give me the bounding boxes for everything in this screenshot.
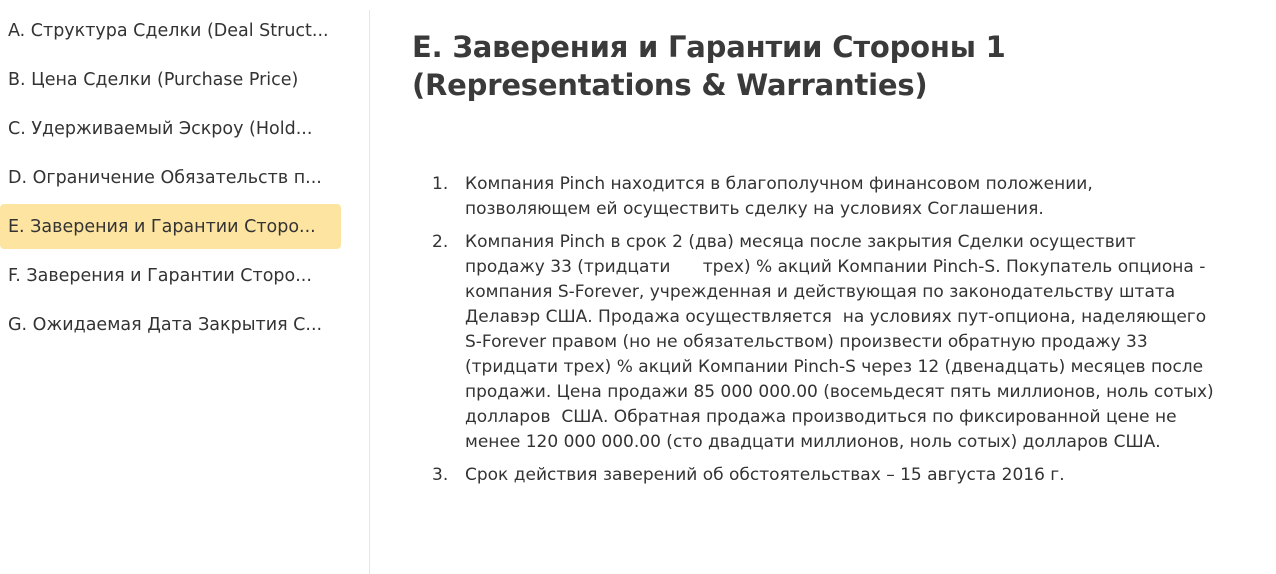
clause-list — [412, 172, 1252, 488]
sidebar-item-label: B. Цена Сделки (Purchase Price) — [8, 69, 299, 90]
list-item-text: Срок действия заверений об обстоятельствах – 15 августа 2016 г. — [465, 465, 1065, 485]
sidebar-item-reps-warranties-party-1[interactable] — [0, 204, 341, 249]
sidebar-item-reps-warranties-party-2[interactable] — [0, 253, 341, 298]
list-item-number: 2. — [432, 232, 449, 252]
page-title-line-2: (Representations & Warranties) — [412, 68, 928, 102]
sidebar-item-liability-limitation[interactable] — [0, 155, 341, 200]
list-item-text: Компания Pinch находится в благополучном финансовом положении, позволяющем ей осуществить сделку на условиях Соглашения. — [465, 174, 1093, 219]
list-item — [412, 172, 1252, 222]
sidebar-nav — [0, 8, 341, 351]
sidebar-item-expected-closing-date[interactable] — [0, 302, 341, 347]
sidebar-item-deal-structure[interactable] — [0, 8, 341, 53]
list-item-text: Компания Pinch в срок 2 (два) месяца после закрытия Сделки осуществит продажу 33 (тридцати трех) % акций Компании Pinch-S. Покупатель опциона - компания S-Forever, учрежденная и действующая по законодательству штата Делавэр США. Продажа осуществляется на условиях пут-опциона, наделяющего S-Forever правом (но не обязательством) произвести обратную продажу 33 (тридцати трех) % акций Компании Pinch-S через 12 (двенадцать) месяцев после продажи. Цена продажи 85 000 000.00 (восемьдесят пять миллионов, ноль сотых) долларов США. Обратная продажа производиться по фиксированной цене не менее 120 000 000.00 (сто двадцати миллионов, ноль сотых) долларов США. — [465, 232, 1214, 452]
list-item — [412, 230, 1252, 455]
sidebar-item-label: G. Ожидаемая Дата Закрытия С... — [8, 314, 323, 335]
sidebar-item-holdback-escrow[interactable] — [0, 106, 341, 151]
list-item-number: 1. — [432, 174, 449, 194]
sidebar-divider — [369, 10, 370, 574]
sidebar-item-label: E. Заверения и Гарантии Сторо... — [8, 216, 316, 237]
page-title-line-1: E. Заверения и Гарантии Стороны 1 — [412, 30, 1006, 64]
list-item-number: 3. — [432, 465, 449, 485]
sidebar-item-label: C. Удерживаемый Эскроу (Hold... — [8, 118, 313, 139]
sidebar-item-label: A. Структура Сделки (Deal Struct... — [8, 20, 329, 41]
sidebar-item-purchase-price[interactable] — [0, 57, 341, 102]
list-item — [412, 463, 1252, 488]
page-title — [412, 28, 1252, 104]
main-content — [412, 28, 1252, 496]
sidebar-item-label: D. Ограничение Обязательств п... — [8, 167, 322, 188]
sidebar-item-label: F. Заверения и Гарантии Сторо... — [8, 265, 312, 286]
